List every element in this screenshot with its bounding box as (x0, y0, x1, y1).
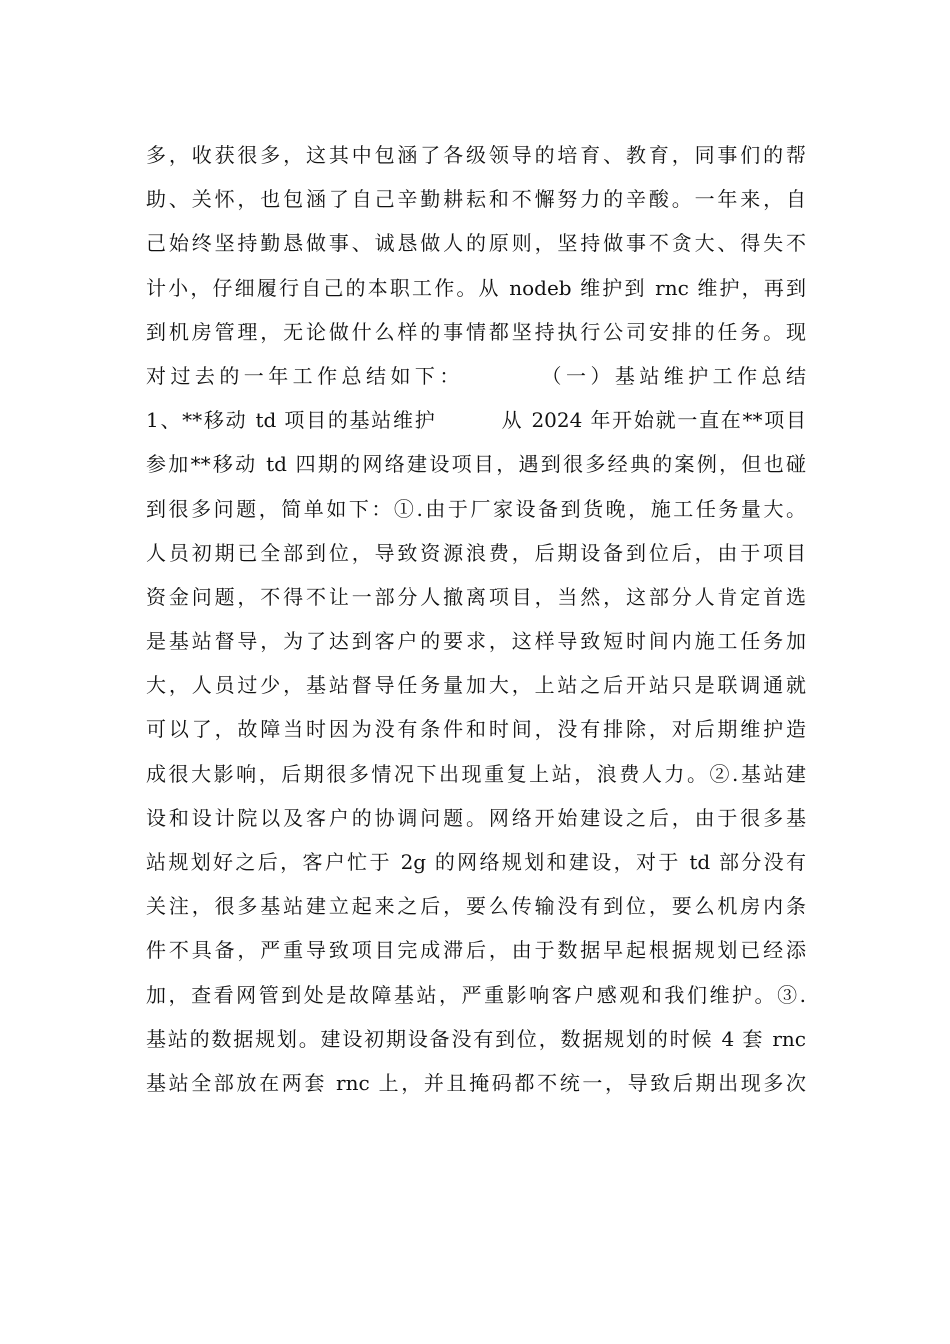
text-line: 站规划好之后，客户忙于 2g 的网络规划和建设，对于 td 部分没有 (146, 850, 806, 874)
text-line: 资金问题，不得不让一部分人撤离项目，当然，这部分人肯定首选 (146, 584, 806, 609)
text-line: 多，收获很多，这其中包涵了各级领导的培育、教育，同事们的帮 (146, 143, 806, 167)
text-line: 大，人员过少，基站督导任务量加大，上站之后开站只是联调通就 (146, 673, 806, 698)
text-line: 关注，很多基站建立起来之后，要么传输没有到位，要么机房内条 (146, 894, 806, 919)
text-line: 基站全部放在两套 rnc 上，并且掩码都不统一，导致后期出现多次 (146, 1070, 806, 1095)
text-line: 件不具备，严重导致项目完成滞后，由于数据早起根据规划已经添 (146, 938, 806, 963)
text-line: 成很大影响，后期很多情况下出现重复上站，浪费人力。②.基站建 (146, 761, 806, 786)
text-line: 可以了，故障当时因为没有条件和时间，没有排除，对后期维护造 (146, 717, 806, 742)
text-line: 到很多问题，简单如下：①.由于厂家设备到货晚，施工任务量大。 (146, 496, 806, 521)
body-text (146, 133, 806, 1105)
text-line: 基站的数据规划。建设初期设备没有到位，数据规划的时候 4 套 rnc (146, 1026, 806, 1051)
section-heading-line: 对过去的一年工作总结如下： （一）基站维护工作总结 (146, 363, 806, 388)
text-line: 人员初期已全部到位，导致资源浪费，后期设备到位后，由于项目 (146, 540, 806, 565)
text-line: 助、关怀，也包涵了自己辛勤耕耘和不懈努力的辛酸。一年来，自 (146, 187, 806, 212)
text-line: 己始终坚持勤恳做事、诚恳做人的原则，坚持做事不贪大、得失不 (146, 231, 806, 256)
text-line: 到机房管理，无论做什么样的事情都坚持执行公司安排的任务。现 (146, 319, 806, 344)
text-line: 是基站督导，为了达到客户的要求，这样导致短时间内施工任务加 (146, 629, 806, 654)
text-line: 设和设计院以及客户的协调问题。网络开始建设之后，由于很多基 (146, 805, 806, 830)
subsection-heading-line: 1、**移动 td 项目的基站维护 从 2024 年开始就一直在**项目 (146, 408, 806, 433)
text-line: 计小，仔细履行自己的本职工作。从 nodeb 维护到 rnc 维护，再到 (146, 275, 806, 300)
text-line: 加，查看网管到处是故障基站，严重影响客户感观和我们维护。③. (146, 982, 806, 1007)
text-line: 参加**移动 td 四期的网络建设项目，遇到很多经典的案例，但也碰 (146, 452, 806, 477)
